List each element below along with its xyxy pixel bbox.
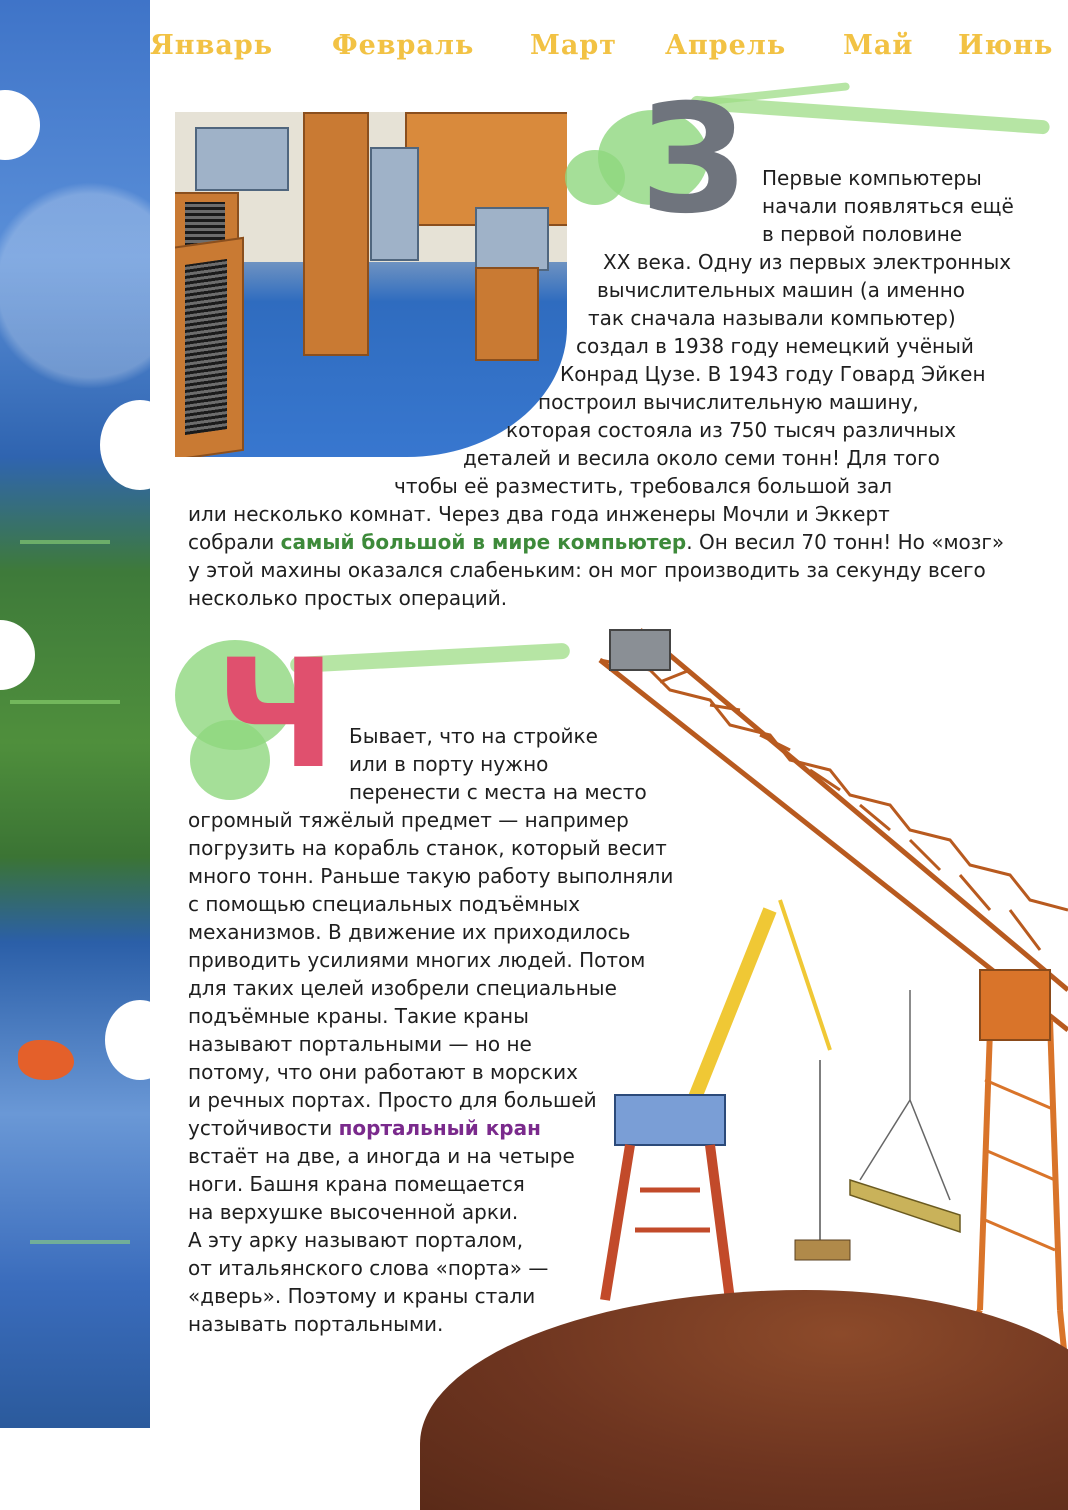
circuit-line [30,1240,130,1244]
text-line: так сначала называли компьютер) [588,306,956,330]
text-fragment: собрали [188,530,281,554]
circuit-line [10,700,120,704]
highlight-biggest-computer: самый большой в мире компьютер [280,530,687,554]
text-line: и речных портах. Просто для большей [188,1088,597,1112]
text-line: в первой половине [762,222,963,246]
text-line: чтобы её разместить, требовался большой зал [394,474,893,498]
text-line: Первые компьютеры [762,166,982,190]
big-letter-ch: Ч [215,628,337,802]
hanging-beam [850,990,960,1232]
yellow-crane [605,900,850,1300]
text-fragment: . Он весил 70 тонн! Но «мозг» [686,530,1005,554]
text-line: потому, что они работают в морских [188,1060,578,1084]
control-panel [195,127,289,191]
circuit-line [20,540,110,544]
tube-rack [185,259,227,435]
puzzle-notch [0,620,35,690]
month-label: Май [843,30,914,61]
text-line: на верхушке высоченной арки. [188,1200,519,1224]
green-splash-decoration [565,150,625,205]
month-label: Март [530,30,617,61]
text-line: или несколько комнат. Через два года инженеры Мочли и Эккерт [188,502,890,526]
big-letter-z: З [640,73,747,247]
text-line: механизмов. В движение их приходилось [188,920,631,944]
text-line: XX века. Одну из первых электронных [603,250,1012,274]
text-line: создал в 1938 году немецкий учёный [576,334,974,358]
text-line: для таких целей изобрели специальные [188,976,617,1000]
text-line: приводить усилиями многих людей. Потом [188,948,646,972]
text-line: Бывает, что на стройке [349,724,598,748]
text-line: или в порту нужно [349,752,549,776]
text-line: несколько простых операций. [188,586,508,610]
orange-blob-decoration [18,1040,74,1080]
text-line [188,528,1004,556]
text-line: с помощью специальных подъёмных [188,892,581,916]
month-label: Февраль [332,30,475,61]
month-label: Июнь [958,30,1054,61]
highlight-portal-crane: портальный кран [338,1116,541,1140]
text-line: много тонн. Раньше такую работу выполняли [188,864,674,888]
text-line: деталей и весила около семи тонн! Для того [463,446,940,470]
text-line: перенести с места на место [349,780,647,804]
computer-room-illustration [175,112,567,457]
puzzle-notch [105,1000,175,1080]
text-line: называют портальными — но не [188,1032,532,1056]
text-line: называть портальными. [188,1312,444,1336]
puzzle-notch [100,400,180,490]
text-line: погрузить на корабль станок, который весит [188,836,667,860]
text-fragment: устойчивости [188,1116,339,1140]
control-panel [475,207,549,271]
month-header [150,30,1068,64]
text-line: Конрад Цузе. В 1943 году Говард Эйкен [560,362,986,386]
text-line: от итальянского слова «порта» — [188,1256,549,1280]
text-line: вычислительных машин (а именно [597,278,966,302]
text-line: которая состояла из 750 тысяч различных [506,418,957,442]
text-line: встаёт на две, а иногда и на четыре [188,1144,575,1168]
puzzle-notch [0,90,40,160]
text-line: начали появляться ещё [762,194,1014,218]
crane-machinery [610,630,670,670]
text-line: «дверь». Поэтому и краны стали [188,1284,536,1308]
text-line: построил вычислительную машину, [538,390,919,414]
text-line: огромный тяжёлый предмет — например [188,808,629,832]
text-line: А эту арку называют порталом, [188,1228,524,1252]
control-panel [370,147,419,261]
crane-cabin [980,970,1050,1040]
text-line: подъёмные краны. Такие краны [188,1004,529,1028]
text-line: у этой махины оказался слабеньким: он мог производить за секунду всего [188,558,986,582]
text-line: ноги. Башня крана помещается [188,1172,525,1196]
cabinet [303,112,369,356]
month-label: Апрель [665,30,787,61]
month-label: Январь [150,30,274,61]
puzzle-strip-decoration [0,0,150,1428]
cabinet [475,267,539,361]
